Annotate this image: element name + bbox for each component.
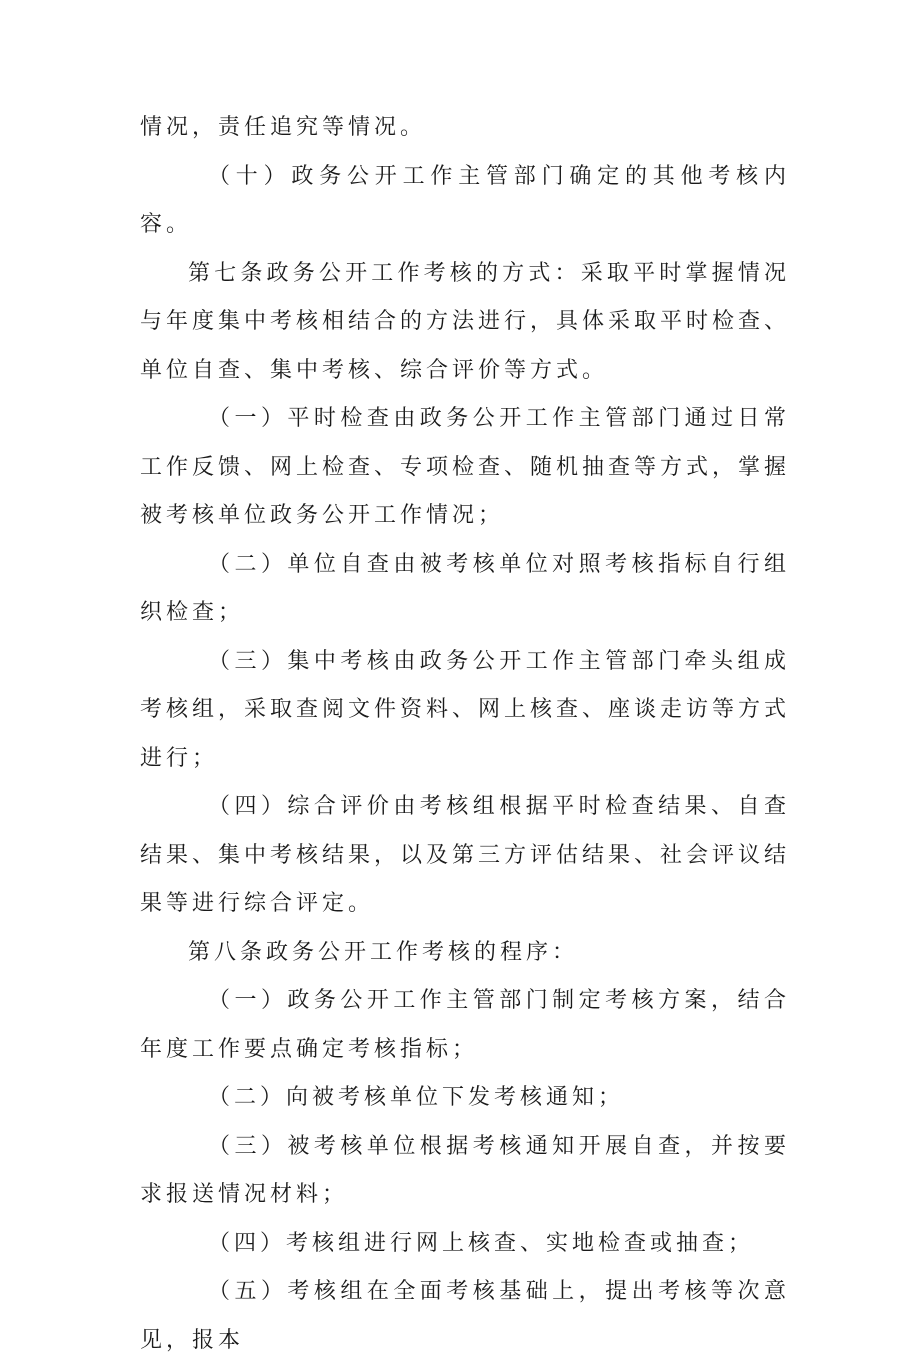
paragraph-article-8-item-5: （五）考核组在全面考核基础上，提出考核等次意见，报本 — [140, 1279, 790, 1353]
paragraph-article-8-item-3: （三）被考核单位根据考核通知开展自查，并按要求报送情况材料； — [140, 1133, 790, 1207]
paragraph-article-7-item-2: （二）单位自查由被考核单位对照考核指标自行组织检查； — [140, 551, 790, 625]
paragraph-article-7-item-1: （一）平时检查由政务公开工作主管部门通过日常工作反馈、网上检查、专项检查、随机抽查等方式，掌握被考核单位政务公开工作情况； — [140, 406, 791, 528]
paragraph-article-8-item-2: （二）向被考核单位下发考核通知； — [208, 1085, 625, 1110]
paragraph-item-10: （十）政务公开工作主管部门确定的其他考核内容。 — [140, 163, 790, 237]
paragraph-article-8-item-1: （一）政务公开工作主管部门制定考核方案，结合年度工作要点确定考核指标； — [140, 988, 790, 1062]
document-body — [140, 104, 790, 1365]
paragraph-article-8: 第八条政务公开工作考核的程序： — [188, 939, 579, 965]
paragraph-article-7-item-4: （四）综合评价由考核组根据平时检查结果、自查结果、集中考核结果，以及第三方评估结果、社会评议结果等进行综合评定。 — [140, 794, 791, 916]
paragraph-continuation: 情况，责任追究等情况。 — [140, 115, 427, 140]
paragraph-article-8-item-4: （四）考核组进行网上核查、实地检查或抽查； — [208, 1230, 755, 1256]
paragraph-article-7-item-3: （三）集中考核由政务公开工作主管部门牵头组成考核组，采取查阅文件资料、网上核查、座谈走访等方式进行； — [140, 648, 791, 771]
paragraph-article-7: 第七条政务公开工作考核的方式：采取平时掌握情况与年度集中考核相结合的方法进行，具体采取平时检查、单位自查、集中考核、综合评价等方式。 — [140, 260, 791, 383]
